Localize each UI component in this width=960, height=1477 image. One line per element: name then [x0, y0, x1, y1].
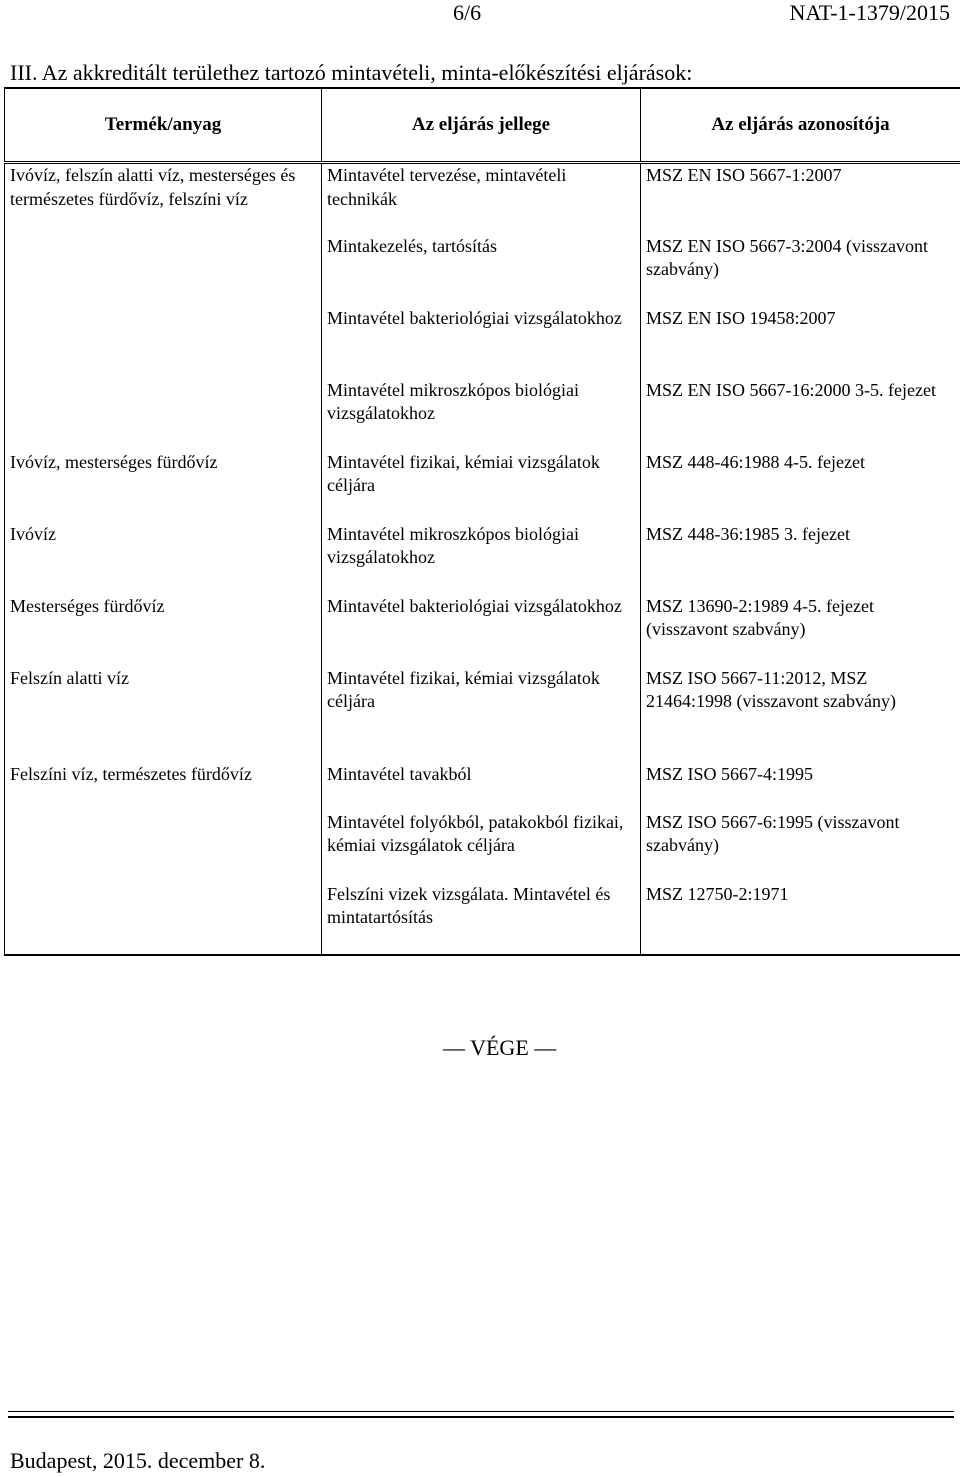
cell-identifier-text: MSZ EN ISO 5667-1:2007 [646, 165, 842, 185]
cell-procedure-text: Mintavétel folyókból, patakokból fizikai, kémiai vizsgálatok céljára [327, 811, 624, 855]
cell-identifier-text: MSZ 448-46:1988 4-5. fejezet [646, 451, 865, 472]
cell-procedure-text: Mintakezelés, tartósítás [327, 235, 497, 256]
end-mark: — VÉGE — [443, 1035, 557, 1060]
cell-procedure-text: Mintavétel mikroszkópos biológiai vizsgálatokhoz [327, 523, 579, 567]
cell-identifier-text: MSZ 448-36:1985 3. fejezet [646, 523, 850, 544]
cell-product-text: Mesterséges fürdővíz [10, 595, 165, 616]
cell-procedure [322, 667, 641, 763]
cell-product-text: Felszín alatti víz [10, 667, 129, 688]
header-procedure: Az eljárás jellege [322, 88, 641, 163]
cell-identifier-text: MSZ EN ISO 5667-3:2004 (visszavont szabvány) [646, 235, 928, 279]
cell-identifier [641, 379, 960, 451]
cell-procedure [322, 595, 641, 667]
cell-identifier-text: MSZ EN ISO 19458:2007 [646, 307, 836, 328]
cell-procedure [322, 883, 641, 955]
cell-identifier [641, 667, 960, 763]
cell-identifier [641, 163, 960, 235]
footer-place-date: Budapest, 2015. december 8. [10, 1448, 266, 1473]
table-row [5, 667, 960, 763]
cell-procedure [322, 235, 641, 307]
cell-procedure [322, 811, 641, 883]
document-id: NAT-1-1379/2015 [789, 0, 950, 25]
procedures-table [4, 87, 960, 956]
cell-procedure-text: Felszíni vizek vizsgálata. Mintavétel és mintatartósítás [327, 883, 611, 927]
cell-procedure [322, 763, 641, 811]
cell-identifier [641, 883, 960, 955]
table-header-row [5, 88, 960, 163]
cell-product-text: Ivóvíz, felszín alatti víz, mesterséges és természetes fürdővíz, felszíni víz [10, 165, 296, 209]
cell-identifier-text: MSZ 13690-2:1989 4-5. fejezet (visszavont szabvány) [646, 595, 874, 639]
cell-product [5, 379, 322, 451]
table-row [5, 811, 960, 883]
cell-product-text: Felszíni víz, természetes fürdővíz [10, 763, 252, 784]
cell-procedure-text: Mintavétel tervezése, mintavételi technikák [327, 165, 567, 209]
cell-procedure [322, 523, 641, 595]
cell-identifier [641, 811, 960, 883]
cell-product [5, 235, 322, 307]
table-row [5, 307, 960, 379]
cell-procedure-text: Mintavétel bakteriológiai vizsgálatokhoz [327, 595, 622, 616]
page-number: 6/6 [453, 0, 482, 25]
cell-product [5, 667, 322, 763]
cell-product-text: Ivóvíz, mesterséges fürdővíz [10, 451, 218, 472]
footer-rule [8, 1411, 954, 1412]
table-body [5, 163, 960, 955]
cell-product [5, 163, 322, 235]
cell-procedure [322, 307, 641, 379]
cell-product [5, 763, 322, 811]
table-row [5, 595, 960, 667]
table-row [5, 763, 960, 811]
section-title: III. Az akkreditált területhez tartozó mintavételi, minta-előkészítési eljárások: [10, 60, 693, 85]
cell-identifier-text: MSZ ISO 5667-11:2012, MSZ 21464:1998 (visszavont szabvány) [646, 667, 896, 711]
cell-identifier-text: MSZ EN ISO 5667-16:2000 3-5. fejezet [646, 379, 936, 400]
cell-identifier [641, 307, 960, 379]
table-row [5, 163, 960, 235]
cell-procedure [322, 163, 641, 235]
table-row [5, 451, 960, 523]
cell-identifier [641, 595, 960, 667]
cell-procedure [322, 379, 641, 451]
table-row [5, 379, 960, 451]
cell-product-text: Ivóvíz [10, 523, 56, 544]
cell-product [5, 883, 322, 955]
cell-product [5, 523, 322, 595]
cell-identifier [641, 763, 960, 811]
cell-procedure-text: Mintavétel bakteriológiai vizsgálatokhoz [327, 307, 622, 328]
header-product: Termék/anyag [5, 88, 322, 163]
cell-procedure-text: Mintavétel tavakból [327, 763, 472, 784]
cell-procedure-text: Mintavétel fizikai, kémiai vizsgálatok céljára [327, 451, 600, 495]
table-row [5, 883, 960, 955]
cell-procedure-text: Mintavétel mikroszkópos biológiai vizsgálatokhoz [327, 379, 579, 423]
cell-identifier [641, 451, 960, 523]
cell-identifier-text: MSZ ISO 5667-4:1995 [646, 763, 814, 784]
cell-product [5, 451, 322, 523]
cell-identifier-text: MSZ ISO 5667-6:1995 (visszavont szabvány) [646, 811, 900, 855]
cell-identifier-text: MSZ 12750-2:1971 [646, 883, 789, 904]
header-identifier: Az eljárás azonosítója [641, 88, 960, 163]
cell-identifier [641, 523, 960, 595]
cell-product [5, 595, 322, 667]
cell-procedure-text: Mintavétel fizikai, kémiai vizsgálatok céljára [327, 667, 600, 711]
cell-product [5, 811, 322, 883]
cell-product [5, 307, 322, 379]
table-row [5, 235, 960, 307]
cell-procedure [322, 451, 641, 523]
footer-rule-double [8, 1416, 954, 1418]
cell-identifier [641, 235, 960, 307]
table-row [5, 523, 960, 595]
